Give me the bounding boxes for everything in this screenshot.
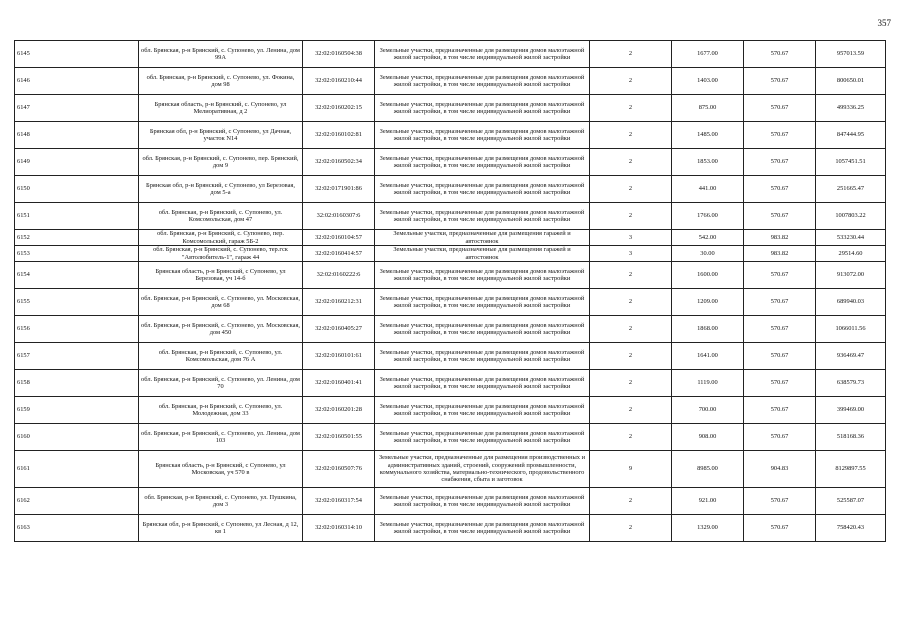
cadastral-value-cell: 29514.60 (816, 246, 886, 262)
page-number: 357 (877, 18, 891, 28)
land-use-cell: Земельные участки, предназначенные для размещения домов малоэтажной жилой застройки, в том числе индивидуальной жилой застройки (375, 122, 590, 149)
cadastral-number-cell: 32:02:0160507:76 (303, 451, 375, 488)
area-cell: 1119.00 (672, 370, 744, 397)
table-row (15, 95, 886, 122)
specific-value-cell: 570.67 (744, 95, 816, 122)
area-cell: 1868.00 (672, 316, 744, 343)
cadastral-number-cell: 32:02:0160102:81 (303, 122, 375, 149)
address-cell: обл. Брянская, р-н Брянский, с. Супонево, ул. Ленина, дом 99А (139, 41, 303, 68)
address-cell: обл. Брянская, р-н Брянский, с. Супонево, ул. Московская, дом 68 (139, 289, 303, 316)
area-cell: 1600.00 (672, 262, 744, 289)
row-number: 6150 (15, 176, 139, 203)
table-row (15, 515, 886, 542)
land-use-cell: Земельные участки, предназначенные для размещения домов малоэтажной жилой застройки, в том числе индивидуальной жилой застройки (375, 68, 590, 95)
address-cell: Брянская обл, р-н Брянский, с Супонево, ул Лесная, д 12, кв 1 (139, 515, 303, 542)
row-number: 6153 (15, 246, 139, 262)
cadastral-number-cell: 32:02:0160104:57 (303, 230, 375, 246)
cadastral-value-cell: 913072.00 (816, 262, 886, 289)
specific-value-cell: 570.67 (744, 149, 816, 176)
address-cell: Брянская область, р-н Брянский, с. Супонево, ул Мелиоративная, д 2 (139, 95, 303, 122)
cadastral-number-cell: 32:02:0160414:57 (303, 246, 375, 262)
specific-value-cell: 570.67 (744, 289, 816, 316)
land-use-cell: Земельные участки, предназначенные для размещения домов малоэтажной жилой застройки, в том числе индивидуальной жилой застройки (375, 343, 590, 370)
specific-value-cell: 570.67 (744, 176, 816, 203)
table-row (15, 41, 886, 68)
group-cell: 3 (590, 246, 672, 262)
cadastral-value-cell: 1057451.51 (816, 149, 886, 176)
table-row (15, 397, 886, 424)
cadastral-value-cell: 847444.95 (816, 122, 886, 149)
cadastral-number-cell: 32:02:0160201:28 (303, 397, 375, 424)
land-use-cell: Земельные участки, предназначенные для размещения домов малоэтажной жилой застройки, в том числе индивидуальной жилой застройки (375, 488, 590, 515)
land-registry-table (14, 40, 886, 542)
cadastral-value-cell: 399469.00 (816, 397, 886, 424)
specific-value-cell: 570.67 (744, 397, 816, 424)
table-row (15, 203, 886, 230)
land-use-cell: Земельные участки, предназначенные для размещения домов малоэтажной жилой застройки, в том числе индивидуальной жилой застройки (375, 203, 590, 230)
land-use-cell: Земельные участки, предназначенные для размещения гаражей и автостоянок (375, 246, 590, 262)
table-row (15, 230, 886, 246)
specific-value-cell: 570.67 (744, 68, 816, 95)
row-number: 6161 (15, 451, 139, 488)
row-number: 6146 (15, 68, 139, 95)
cadastral-number-cell: 32:02:0160501:55 (303, 424, 375, 451)
address-cell: обл. Брянская, р-н Брянский, с. Супонево, ул. Фокина, дом 98 (139, 68, 303, 95)
table-row (15, 316, 886, 343)
land-use-cell: Земельные участки, предназначенные для размещения домов малоэтажной жилой застройки, в том числе индивидуальной жилой застройки (375, 289, 590, 316)
group-cell: 2 (590, 122, 672, 149)
cadastral-number-cell: 32:02:0160202:15 (303, 95, 375, 122)
address-cell: обл. Брянская, р-н Брянский, с. Супонево, пер. Комсомольский, гараж 5Б-2 (139, 230, 303, 246)
row-number: 6158 (15, 370, 139, 397)
address-cell: Брянская обл, р-н Брянский, с Супонево, ул Дачная, участок N14 (139, 122, 303, 149)
area-cell: 1677.00 (672, 41, 744, 68)
specific-value-cell: 983.82 (744, 230, 816, 246)
address-cell: обл. Брянская, р-н Брянский, с. Супонево, ул. Ленина, дом 70 (139, 370, 303, 397)
cadastral-number-cell: 32:02:0160401:41 (303, 370, 375, 397)
specific-value-cell: 570.67 (744, 343, 816, 370)
cadastral-value-cell: 251665.47 (816, 176, 886, 203)
area-cell: 1485.00 (672, 122, 744, 149)
row-number: 6163 (15, 515, 139, 542)
cadastral-value-cell: 525587.07 (816, 488, 886, 515)
cadastral-value-cell: 8129897.55 (816, 451, 886, 488)
group-cell: 2 (590, 262, 672, 289)
area-cell: 1766.00 (672, 203, 744, 230)
address-cell: Брянская область, р-н Брянский, с Супонево, ул Московская, уч 570 в (139, 451, 303, 488)
land-use-cell: Земельные участки, предназначенные для размещения производственных и административных зданий, строений, сооружений промышленности, коммунального хозяйства, материально-технического, продовольственного снабжения, сбыта и заготовок (375, 451, 590, 488)
specific-value-cell: 570.67 (744, 316, 816, 343)
group-cell: 9 (590, 451, 672, 488)
cadastral-number-cell: 32:02:0171901:86 (303, 176, 375, 203)
specific-value-cell: 570.67 (744, 515, 816, 542)
cadastral-number-cell: 32:02:0160307:6 (303, 203, 375, 230)
land-use-cell: Земельные участки, предназначенные для размещения домов малоэтажной жилой застройки, в том числе индивидуальной жилой застройки (375, 41, 590, 68)
specific-value-cell: 904.83 (744, 451, 816, 488)
row-number: 6154 (15, 262, 139, 289)
cadastral-number-cell: 32:02:0160317:54 (303, 488, 375, 515)
row-number: 6156 (15, 316, 139, 343)
row-number: 6149 (15, 149, 139, 176)
address-cell: Брянская обл, р-н Брянский, с Супонево, ул Березовая, дом 5-а (139, 176, 303, 203)
group-cell: 2 (590, 316, 672, 343)
specific-value-cell: 570.67 (744, 41, 816, 68)
table-row (15, 343, 886, 370)
row-number: 6151 (15, 203, 139, 230)
address-cell: обл. Брянская, р-н Брянский, с. Супонево, ул. Комсомольская, дом 76 А (139, 343, 303, 370)
specific-value-cell: 570.67 (744, 424, 816, 451)
group-cell: 2 (590, 41, 672, 68)
land-use-cell: Земельные участки, предназначенные для размещения домов малоэтажной жилой застройки, в том числе индивидуальной жилой застройки (375, 370, 590, 397)
cadastral-value-cell: 800650.01 (816, 68, 886, 95)
table-row (15, 451, 886, 488)
area-cell: 921.00 (672, 488, 744, 515)
group-cell: 2 (590, 149, 672, 176)
area-cell: 908.00 (672, 424, 744, 451)
group-cell: 2 (590, 343, 672, 370)
land-use-cell: Земельные участки, предназначенные для размещения домов малоэтажной жилой застройки, в том числе индивидуальной жилой застройки (375, 397, 590, 424)
address-cell: обл. Брянская, р-н Брянский, с. Супонево, пер. Брянский, дом 9 (139, 149, 303, 176)
table-row (15, 246, 886, 262)
row-number: 6155 (15, 289, 139, 316)
cadastral-value-cell: 518168.36 (816, 424, 886, 451)
land-use-cell: Земельные участки, предназначенные для размещения домов малоэтажной жилой застройки, в том числе индивидуальной жилой застройки (375, 515, 590, 542)
area-cell: 1403.00 (672, 68, 744, 95)
area-cell: 875.00 (672, 95, 744, 122)
area-cell: 1853.00 (672, 149, 744, 176)
table-row (15, 289, 886, 316)
cadastral-value-cell: 936469.47 (816, 343, 886, 370)
row-number: 6152 (15, 230, 139, 246)
group-cell: 2 (590, 289, 672, 316)
address-cell: обл. Брянская, р-н Брянский, с. Супонево, ул. Пушкина, дом 3 (139, 488, 303, 515)
group-cell: 2 (590, 370, 672, 397)
cadastral-value-cell: 638579.73 (816, 370, 886, 397)
area-cell: 30.00 (672, 246, 744, 262)
area-cell: 542.00 (672, 230, 744, 246)
cadastral-number-cell: 32:02:0160212:31 (303, 289, 375, 316)
group-cell: 2 (590, 176, 672, 203)
group-cell: 2 (590, 68, 672, 95)
table-row (15, 262, 886, 289)
cadastral-value-cell: 1007803.22 (816, 203, 886, 230)
cadastral-value-cell: 689940.03 (816, 289, 886, 316)
area-cell: 1329.00 (672, 515, 744, 542)
specific-value-cell: 570.67 (744, 203, 816, 230)
area-cell: 1209.00 (672, 289, 744, 316)
address-cell: обл. Брянская, р-н Брянский, с. Супонево, ул. Комсомольская, дом 47 (139, 203, 303, 230)
group-cell: 3 (590, 230, 672, 246)
specific-value-cell: 570.67 (744, 122, 816, 149)
row-number: 6159 (15, 397, 139, 424)
area-cell: 8985.00 (672, 451, 744, 488)
cadastral-value-cell: 533230.44 (816, 230, 886, 246)
group-cell: 2 (590, 95, 672, 122)
cadastral-number-cell: 32:02:0160502:34 (303, 149, 375, 176)
cadastral-value-cell: 1066011.56 (816, 316, 886, 343)
land-use-cell: Земельные участки, предназначенные для размещения гаражей и автостоянок (375, 230, 590, 246)
table-row (15, 176, 886, 203)
specific-value-cell: 983.82 (744, 246, 816, 262)
row-number: 6148 (15, 122, 139, 149)
land-use-cell: Земельные участки, предназначенные для размещения домов малоэтажной жилой застройки, в том числе индивидуальной жилой застройки (375, 424, 590, 451)
land-use-cell: Земельные участки, предназначенные для размещения домов малоэтажной жилой застройки, в том числе индивидуальной жилой застройки (375, 262, 590, 289)
cadastral-number-cell: 32:02:0160405:27 (303, 316, 375, 343)
address-cell: обл. Брянская, р-н Брянский, с. Супонево, тер.гск "Автолюбитель-1", гараж 44 (139, 246, 303, 262)
row-number: 6147 (15, 95, 139, 122)
land-use-cell: Земельные участки, предназначенные для размещения домов малоэтажной жилой застройки, в том числе индивидуальной жилой застройки (375, 316, 590, 343)
table-body (15, 41, 886, 542)
area-cell: 441.00 (672, 176, 744, 203)
group-cell: 2 (590, 515, 672, 542)
specific-value-cell: 570.67 (744, 262, 816, 289)
address-cell: обл. Брянская, р-н Брянский, с. Супонево, ул. Ленина, дом 103 (139, 424, 303, 451)
specific-value-cell: 570.67 (744, 370, 816, 397)
row-number: 6160 (15, 424, 139, 451)
table-row (15, 149, 886, 176)
group-cell: 2 (590, 397, 672, 424)
specific-value-cell: 570.67 (744, 488, 816, 515)
address-cell: обл. Брянская, р-н Брянский, с. Супонево, ул. Молодежная, дом 33 (139, 397, 303, 424)
group-cell: 2 (590, 203, 672, 230)
land-use-cell: Земельные участки, предназначенные для размещения домов малоэтажной жилой застройки, в том числе индивидуальной жилой застройки (375, 176, 590, 203)
cadastral-number-cell: 32:02:0160314:10 (303, 515, 375, 542)
row-number: 6162 (15, 488, 139, 515)
group-cell: 2 (590, 424, 672, 451)
table-row (15, 370, 886, 397)
cadastral-number-cell: 32:02:0160504:38 (303, 41, 375, 68)
cadastral-number-cell: 32:02:0160210:44 (303, 68, 375, 95)
row-number: 6157 (15, 343, 139, 370)
table-row (15, 488, 886, 515)
row-number: 6145 (15, 41, 139, 68)
table-row (15, 424, 886, 451)
group-cell: 2 (590, 488, 672, 515)
address-cell: обл. Брянская, р-н Брянский, с. Супонево, ул. Московская, дом 450 (139, 316, 303, 343)
cadastral-value-cell: 758420.43 (816, 515, 886, 542)
area-cell: 700.00 (672, 397, 744, 424)
address-cell: Брянская область, р-н Брянский, с Супонево, ул Березовая, уч 14-б (139, 262, 303, 289)
table-row (15, 68, 886, 95)
land-use-cell: Земельные участки, предназначенные для размещения домов малоэтажной жилой застройки, в том числе индивидуальной жилой застройки (375, 95, 590, 122)
cadastral-number-cell: 32:02:0160101:61 (303, 343, 375, 370)
cadastral-value-cell: 957013.59 (816, 41, 886, 68)
table-row (15, 122, 886, 149)
cadastral-value-cell: 499336.25 (816, 95, 886, 122)
cadastral-number-cell: 32:02:0160222:6 (303, 262, 375, 289)
area-cell: 1641.00 (672, 343, 744, 370)
land-use-cell: Земельные участки, предназначенные для размещения домов малоэтажной жилой застройки, в том числе индивидуальной жилой застройки (375, 149, 590, 176)
